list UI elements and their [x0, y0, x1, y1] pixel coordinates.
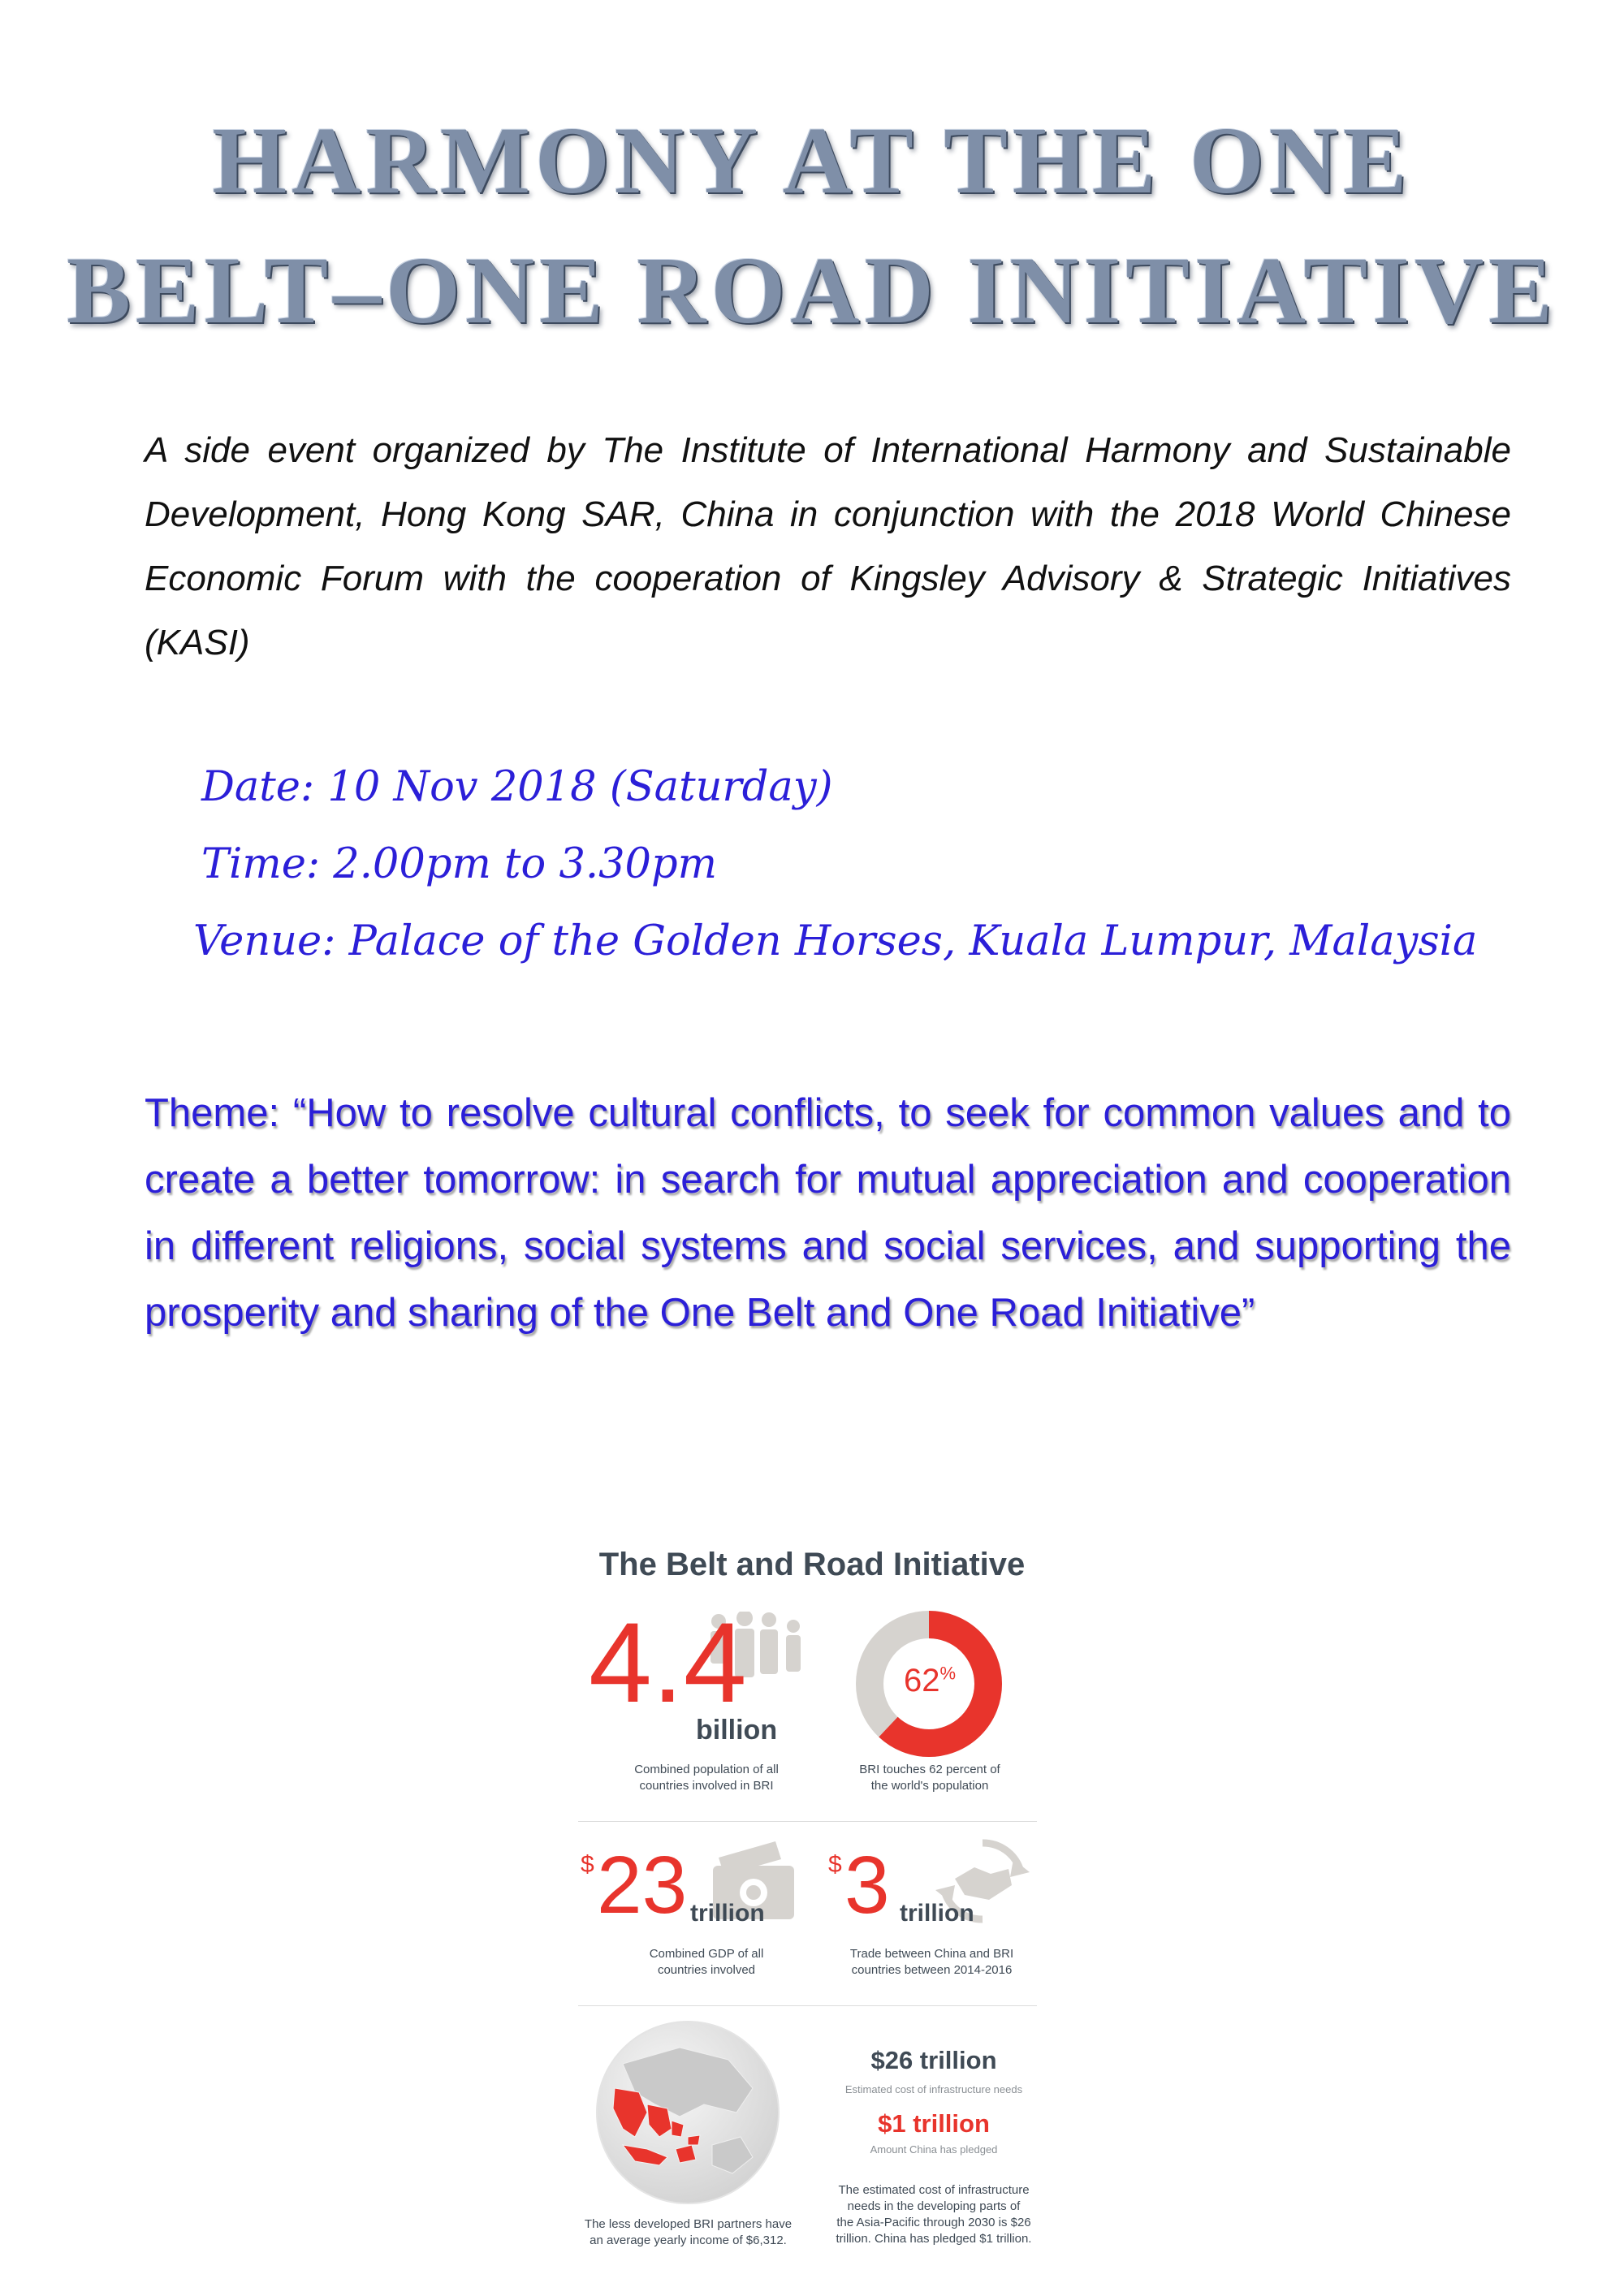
- population-caption-line: countries involved in BRI: [639, 1779, 774, 1793]
- title-line-1: HARMONY AT THE ONE: [212, 107, 1412, 214]
- pledge-caption: Amount China has pledged: [870, 2143, 998, 2156]
- event-time: Time: 2.00pm to 3.30pm: [201, 840, 718, 888]
- share-caption-line: the world's population: [870, 1779, 989, 1793]
- pledge-value: $1 trillion: [878, 2109, 990, 2138]
- trade-caption-line: Trade between China and BRI: [849, 1947, 1014, 1961]
- gdp-unit: trillion: [690, 1900, 765, 1927]
- share-caption: [812, 1762, 1047, 1794]
- event-date: Date: 10 Nov 2018 (Saturday): [201, 763, 833, 811]
- gdp-currency: $: [581, 1851, 594, 1878]
- population-unit: billion: [696, 1715, 778, 1746]
- share-caption-line: BRI touches 62 percent of: [859, 1763, 1000, 1776]
- infra-caption-line: The estimated cost of infrastructure: [838, 2183, 1030, 2197]
- theme-paragraph: Theme: “How to resolve cultural conflicts, to seek for common values and to create a better tomorrow: in search for mutual appreciation and cooperation in different religions, social systems and social services, and supporting the prosperity and sharing of the One Belt and One Road Initiative”: [145, 1091, 1511, 1335]
- gdp-caption: [585, 1946, 828, 1979]
- divider: [578, 1821, 1037, 1822]
- share-value: [881, 1663, 978, 1699]
- trade-unit: trillion: [900, 1900, 974, 1927]
- intro-paragraph: A side event organized by The Institute of International Harmony and Sustainable Development, Hong Kong SAR, China in conjunction with the 2018 World Chinese Economic Forum with the cooperation of Kingsley Advisory & Strategic Initiatives (KASI): [145, 430, 1511, 662]
- population-caption-line: Combined population of all: [634, 1763, 779, 1776]
- share-percent: %: [939, 1663, 957, 1684]
- infra-caption: [812, 2182, 1056, 2247]
- infra-need-caption: Estimated cost of infrastructure needs: [844, 2083, 1023, 2095]
- trade-currency: $: [828, 1851, 842, 1878]
- income-caption-line: The less developed BRI partners have: [584, 2217, 793, 2231]
- share-number: 62: [903, 1663, 940, 1698]
- event-venue: Venue: Palace of the Golden Horses, Kuala Lumpur, Malaysia: [193, 917, 1478, 965]
- trade-value: 3: [844, 1840, 890, 1931]
- globe-icon: [590, 2015, 785, 2210]
- income-caption: [572, 2216, 804, 2249]
- title-line-2: BELT–ONE ROAD INITIATIVE: [67, 237, 1557, 343]
- infra-need-value: $26 trillion: [870, 2046, 997, 2074]
- trade-caption-line: countries between 2014-2016: [851, 1963, 1013, 1977]
- population-caption: [585, 1762, 828, 1794]
- infra-caption-line: the Asia-Pacific through 2030 is $26: [836, 2216, 1031, 2229]
- infographic-title: The Belt and Road Initiative: [598, 1547, 1026, 1582]
- divider: [578, 2005, 1037, 2006]
- population-value: 4.4: [589, 1599, 747, 1726]
- gdp-caption-line: Combined GDP of all: [649, 1947, 764, 1961]
- trade-caption: [816, 1946, 1047, 1979]
- infra-caption-line: needs in the developing parts of: [847, 2199, 1021, 2213]
- income-caption-line: an average yearly income of $6,312.: [590, 2233, 787, 2247]
- infra-caption-line: trillion. China has pledged $1 trillion.: [836, 2232, 1032, 2246]
- gdp-caption-line: countries involved: [657, 1963, 756, 1977]
- gdp-value: 23: [597, 1840, 688, 1931]
